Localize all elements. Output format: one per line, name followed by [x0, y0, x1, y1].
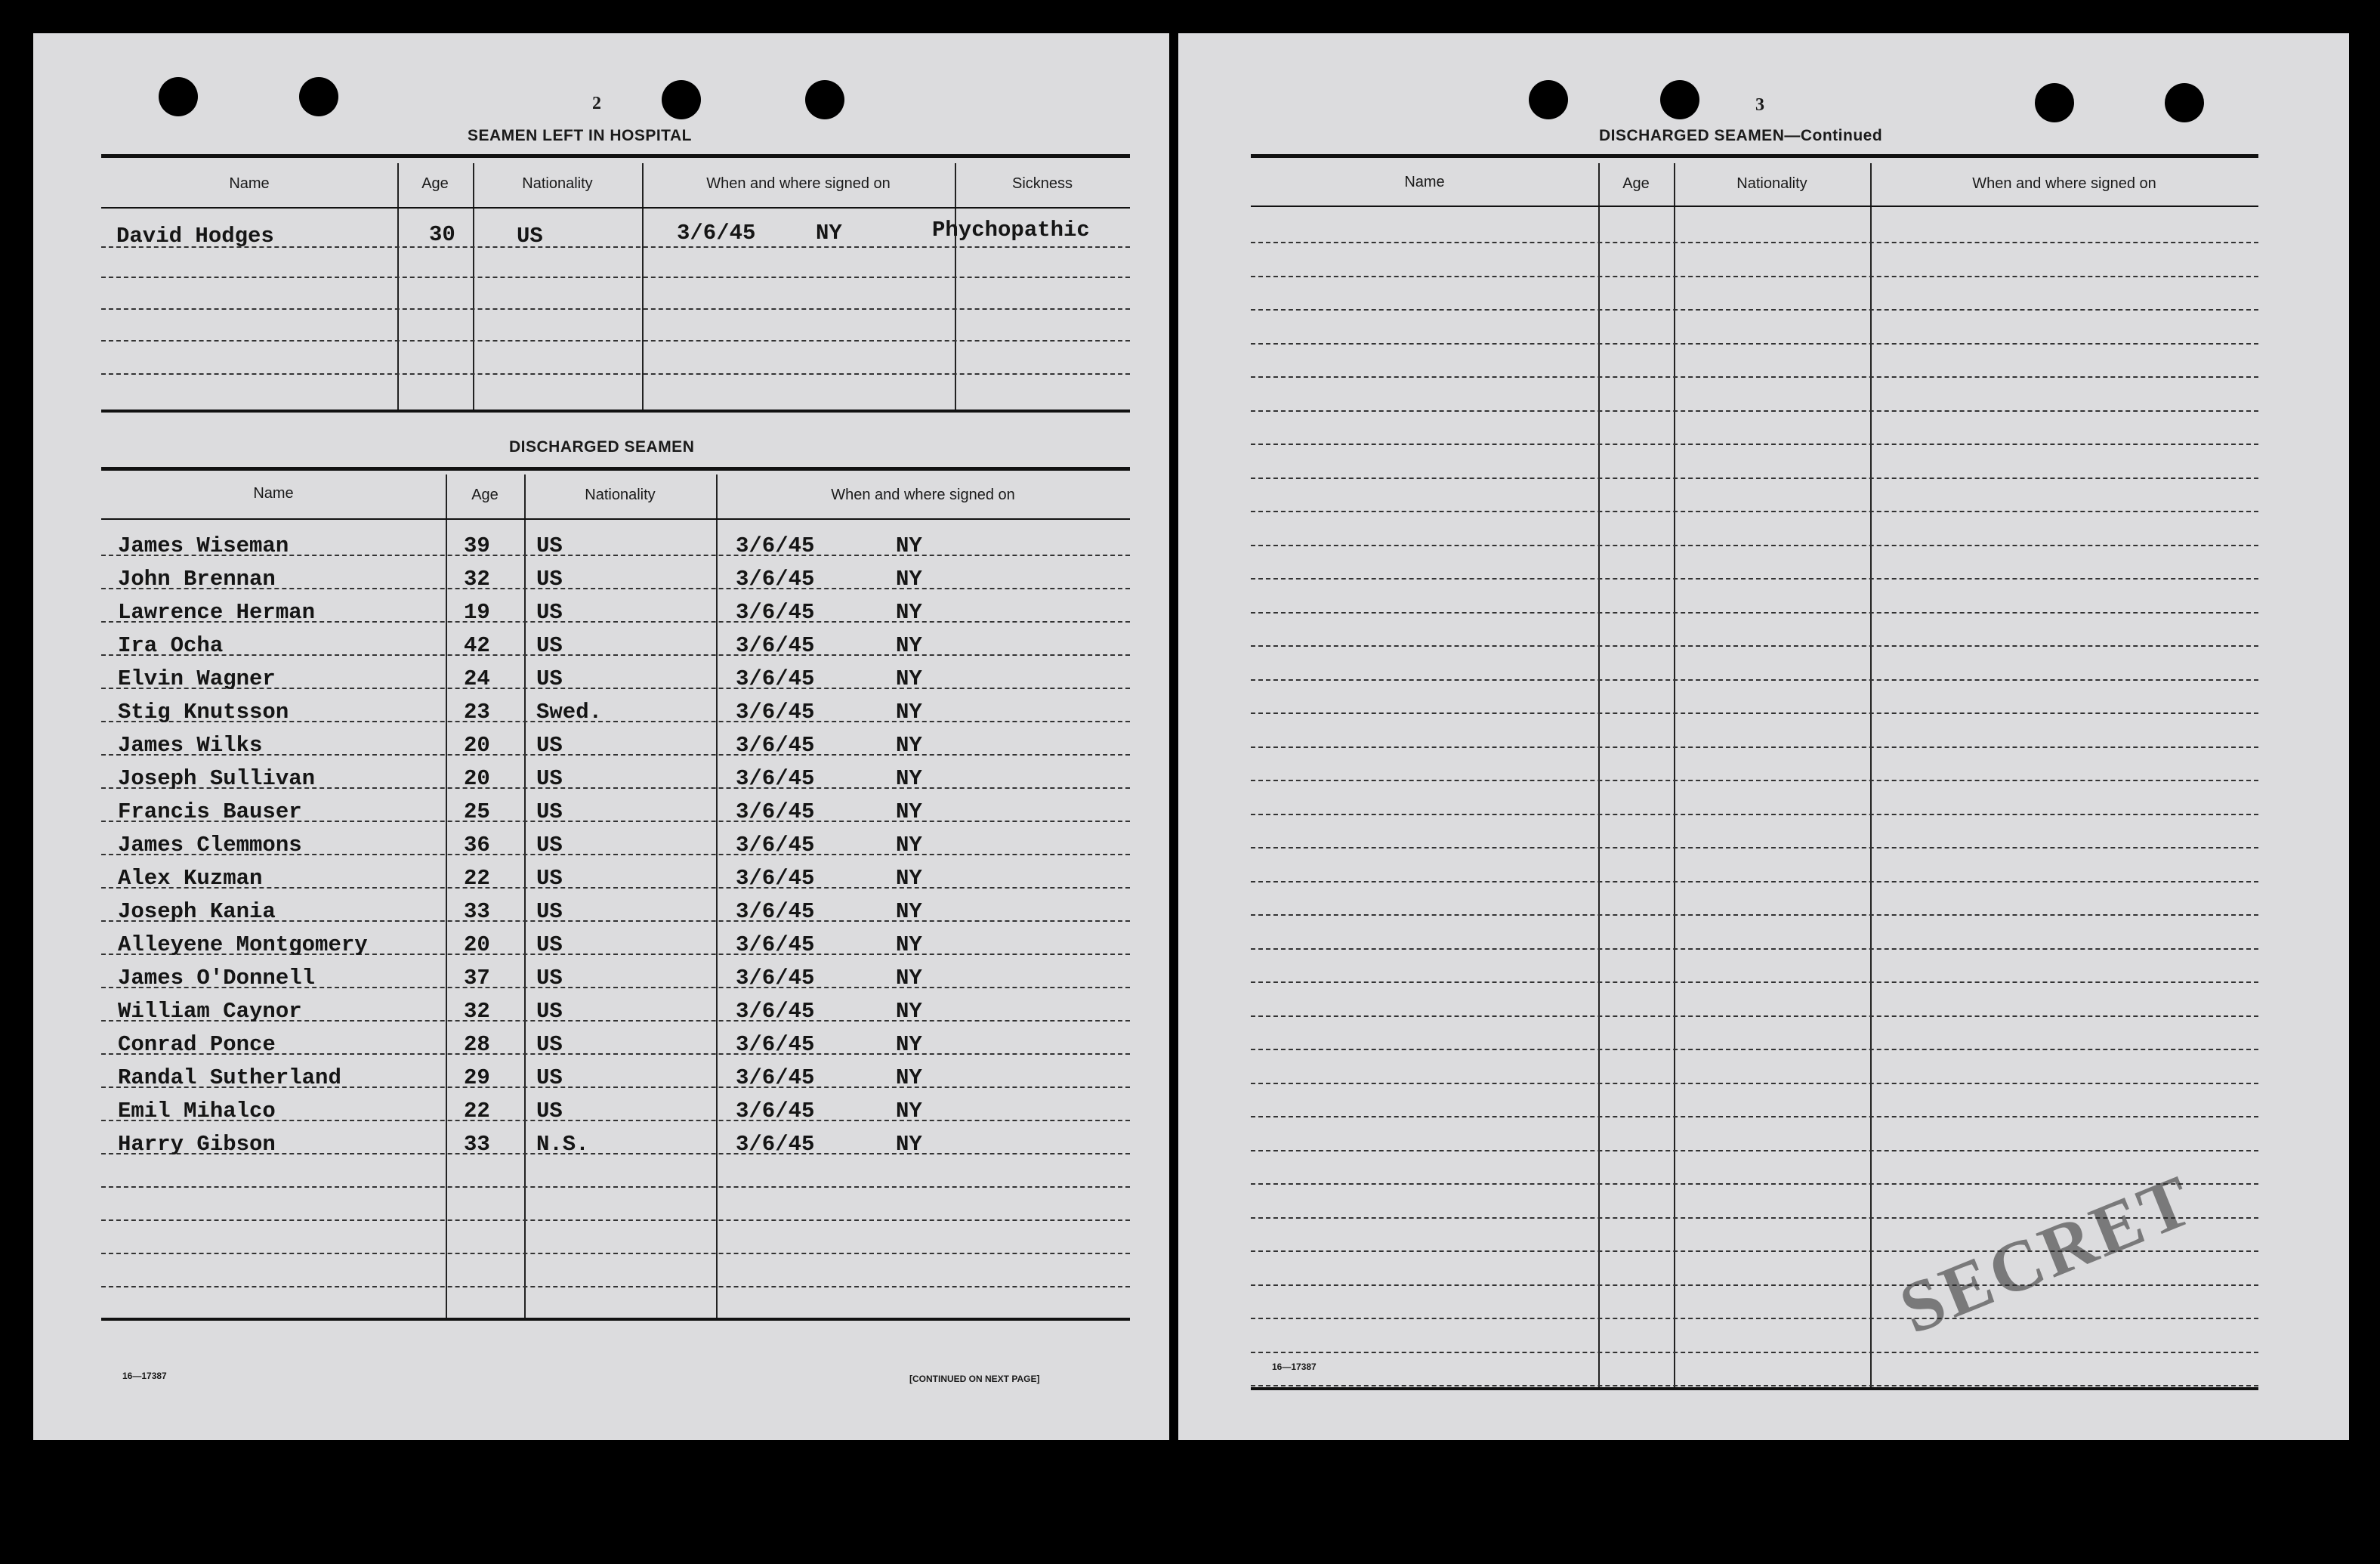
seaman-nationality: US: [536, 633, 563, 658]
column-header-signed-on: When and where signed on: [706, 175, 891, 192]
signed-on-date: 3/6/45: [736, 766, 815, 791]
page-title: DISCHARGED SEAMEN—Continued: [1599, 127, 1883, 144]
signed-on-date: 3/6/45: [736, 866, 815, 891]
seaman-age: 37: [464, 966, 490, 991]
seaman-name: William Caynor: [118, 999, 302, 1024]
column-divider: [1870, 163, 1872, 1389]
row-line: [1251, 847, 2258, 850]
seaman-nationality: US: [517, 224, 543, 249]
row-line: [1251, 981, 2258, 984]
row-line: [101, 373, 1130, 376]
seaman-age: 33: [464, 899, 490, 924]
signed-on-date: 3/6/45: [736, 1099, 815, 1124]
signed-on-date: 3/6/45: [736, 833, 815, 858]
seaman-age: 30: [429, 222, 455, 247]
seaman-name: James Wiseman: [118, 533, 289, 558]
signed-on-date: 3/6/45: [736, 733, 815, 758]
seaman-age: 28: [464, 1032, 490, 1057]
seaman-nationality: US: [536, 766, 563, 791]
table-top-rule: [101, 467, 1130, 471]
seaman-name: James Clemmons: [118, 833, 302, 858]
signed-on-place: NY: [896, 633, 922, 658]
signed-on-date: 3/6/45: [736, 1065, 815, 1090]
signed-on-date: 3/6/45: [736, 966, 815, 991]
punch-hole: [2035, 83, 2074, 122]
row-line: [1251, 914, 2258, 917]
column-header-name: Name: [253, 485, 294, 502]
signed-on-place: NY: [896, 899, 922, 924]
seaman-age: 36: [464, 833, 490, 858]
punch-hole: [1529, 80, 1568, 119]
row-line: [1251, 814, 2258, 817]
column-divider: [1598, 163, 1600, 1389]
column-header-name: Name: [1404, 174, 1445, 190]
signed-on-date: 3/6/45: [736, 666, 815, 691]
column-header-nationality: Nationality: [1736, 175, 1807, 192]
row-line: [1251, 410, 2258, 413]
row-line: [1251, 1150, 2258, 1153]
row-line: [1251, 444, 2258, 447]
signed-on-place: NY: [816, 221, 842, 246]
seaman-name: James Wilks: [118, 733, 263, 758]
column-header-age: Age: [421, 175, 449, 192]
seaman-nationality: US: [536, 1099, 563, 1124]
signed-on-place: NY: [896, 1099, 922, 1124]
right-page: [1178, 33, 2349, 1440]
continued-note: [CONTINUED ON NEXT PAGE]: [909, 1374, 1040, 1384]
header-rule: [1251, 206, 2258, 207]
table-bottom-rule: [101, 410, 1130, 413]
signed-on-date: 3/6/45: [736, 1032, 815, 1057]
row-line: [101, 1286, 1130, 1289]
row-line: [1251, 545, 2258, 548]
row-line: [1251, 511, 2258, 514]
row-line: [1251, 1352, 2258, 1355]
column-header-sickness: Sickness: [1011, 175, 1073, 192]
seaman-name: Lawrence Herman: [118, 600, 316, 625]
signed-on-date: 3/6/45: [677, 221, 756, 246]
seaman-name: Emil Mihalco: [118, 1099, 276, 1124]
seaman-age: 25: [464, 799, 490, 824]
seaman-name: James O'Donnell: [118, 966, 316, 991]
row-line: [1251, 712, 2258, 716]
punch-hole: [662, 80, 701, 119]
column-divider: [446, 474, 447, 1321]
hospital-section-title: SEAMEN LEFT IN HOSPITAL: [468, 127, 692, 144]
row-line: [101, 654, 1130, 657]
secret-stamp: SECRET: [1888, 1158, 2206, 1349]
seaman-nationality: US: [536, 932, 563, 957]
seaman-nationality: US: [536, 999, 563, 1024]
row-line: [1251, 1284, 2258, 1287]
seaman-name: Joseph Sullivan: [118, 766, 316, 791]
row-line: [1251, 578, 2258, 581]
seaman-nationality: Swed.: [536, 700, 603, 725]
signed-on-place: NY: [896, 533, 922, 558]
signed-on-date: 3/6/45: [736, 700, 815, 725]
row-line: [1251, 242, 2258, 245]
seaman-name: David Hodges: [116, 224, 274, 249]
column-header-nationality: Nationality: [585, 487, 656, 503]
seaman-age: 29: [464, 1065, 490, 1090]
row-line: [1251, 1015, 2258, 1018]
row-line: [1251, 1083, 2258, 1086]
signed-on-place: NY: [896, 799, 922, 824]
column-header-signed-on: When and where signed on: [1972, 175, 2156, 192]
seaman-age: 23: [464, 700, 490, 725]
seaman-name: Alleyene Montgomery: [118, 932, 368, 957]
seaman-age: 19: [464, 600, 490, 625]
column-header-nationality: Nationality: [522, 175, 593, 192]
left-page: [33, 33, 1169, 1440]
row-line: [1251, 612, 2258, 615]
seaman-age: 42: [464, 633, 490, 658]
seaman-nationality: US: [536, 1065, 563, 1090]
row-line: [1251, 478, 2258, 481]
table-bottom-rule: [101, 1318, 1130, 1321]
form-number: 16—17387: [122, 1371, 167, 1381]
signed-on-place: NY: [896, 666, 922, 691]
seaman-nationality: US: [536, 866, 563, 891]
row-line: [1251, 376, 2258, 379]
seaman-age: 20: [464, 766, 490, 791]
row-line: [1251, 948, 2258, 951]
row-line: [1251, 746, 2258, 750]
signed-on-place: NY: [896, 600, 922, 625]
seaman-name: Joseph Kania: [118, 899, 276, 924]
seaman-age: 24: [464, 666, 490, 691]
row-line: [1251, 276, 2258, 279]
sickness: Phychopathic: [932, 218, 1090, 243]
row-line: [1251, 679, 2258, 682]
row-line: [101, 277, 1130, 280]
signed-on-place: NY: [896, 1065, 922, 1090]
signed-on-date: 3/6/45: [736, 899, 815, 924]
signed-on-date: 3/6/45: [736, 932, 815, 957]
seaman-name: Conrad Ponce: [118, 1032, 276, 1057]
seaman-name: Elvin Wagner: [118, 666, 276, 691]
punch-hole: [805, 80, 844, 119]
seaman-nationality: US: [536, 533, 563, 558]
column-header-signed-on: When and where signed on: [831, 487, 1015, 503]
seaman-name: Alex Kuzman: [118, 866, 263, 891]
seaman-age: 22: [464, 866, 490, 891]
signed-on-place: NY: [896, 700, 922, 725]
row-line: [101, 1219, 1130, 1222]
seaman-nationality: US: [536, 567, 563, 592]
row-line: [1251, 881, 2258, 884]
table-top-rule: [1251, 154, 2258, 158]
signed-on-place: NY: [896, 1032, 922, 1057]
seaman-age: 22: [464, 1099, 490, 1124]
signed-on-date: 3/6/45: [736, 633, 815, 658]
seaman-nationality: US: [536, 733, 563, 758]
row-line: [101, 308, 1130, 311]
column-divider: [1674, 163, 1675, 1389]
signed-on-place: NY: [896, 766, 922, 791]
seaman-age: 32: [464, 567, 490, 592]
row-line: [1251, 309, 2258, 312]
row-line: [1251, 343, 2258, 346]
seaman-age: 32: [464, 999, 490, 1024]
row-line: [101, 1186, 1130, 1189]
seaman-nationality: US: [536, 899, 563, 924]
seaman-age: 20: [464, 733, 490, 758]
seaman-name: Francis Bauser: [118, 799, 302, 824]
punch-hole: [1660, 80, 1699, 119]
punch-hole: [299, 77, 338, 116]
seaman-nationality: US: [536, 966, 563, 991]
signed-on-place: NY: [896, 966, 922, 991]
seaman-name: Stig Knutsson: [118, 700, 289, 725]
signed-on-date: 3/6/45: [736, 799, 815, 824]
signed-on-date: 3/6/45: [736, 533, 815, 558]
seaman-name: John Brennan: [118, 567, 276, 592]
row-line: [101, 340, 1130, 343]
signed-on-date: 3/6/45: [736, 567, 815, 592]
signed-on-place: NY: [896, 567, 922, 592]
signed-on-date: 3/6/45: [736, 600, 815, 625]
seaman-name: Ira Ocha: [118, 633, 224, 658]
header-rule: [101, 518, 1130, 520]
column-header-name: Name: [229, 175, 270, 192]
signed-on-date: 3/6/45: [736, 999, 815, 1024]
seaman-nationality: N.S.: [536, 1132, 589, 1157]
punch-hole: [2165, 83, 2204, 122]
row-line: [1251, 1318, 2258, 1321]
seaman-age: 39: [464, 533, 490, 558]
signed-on-date: 3/6/45: [736, 1132, 815, 1157]
column-divider: [716, 474, 718, 1321]
seaman-name: Randal Sutherland: [118, 1065, 341, 1090]
form-number: 16—17387: [1272, 1362, 1317, 1372]
signed-on-place: NY: [896, 932, 922, 957]
table-bottom-rule: [1251, 1387, 2258, 1390]
column-header-age: Age: [1622, 175, 1650, 192]
row-line: [1251, 780, 2258, 783]
seaman-nationality: US: [536, 1032, 563, 1057]
column-header-age: Age: [471, 487, 499, 503]
column-divider: [524, 474, 526, 1321]
page-number: 3: [1755, 95, 1764, 115]
header-rule: [101, 207, 1130, 209]
seaman-nationality: US: [536, 666, 563, 691]
row-line: [101, 1253, 1130, 1256]
row-line: [1251, 1049, 2258, 1052]
signed-on-place: NY: [896, 733, 922, 758]
page-number: 2: [592, 94, 601, 113]
signed-on-place: NY: [896, 999, 922, 1024]
row-line: [1251, 645, 2258, 648]
seaman-nationality: US: [536, 833, 563, 858]
signed-on-place: NY: [896, 833, 922, 858]
seaman-age: 20: [464, 932, 490, 957]
seaman-nationality: US: [536, 600, 563, 625]
seaman-name: Harry Gibson: [118, 1132, 276, 1157]
signed-on-place: NY: [896, 1132, 922, 1157]
seaman-age: 33: [464, 1132, 490, 1157]
discharged-section-title: DISCHARGED SEAMEN: [509, 438, 695, 456]
punch-hole: [159, 77, 198, 116]
row-line: [1251, 1116, 2258, 1119]
table-top-rule: [101, 154, 1130, 158]
signed-on-place: NY: [896, 866, 922, 891]
seaman-nationality: US: [536, 799, 563, 824]
